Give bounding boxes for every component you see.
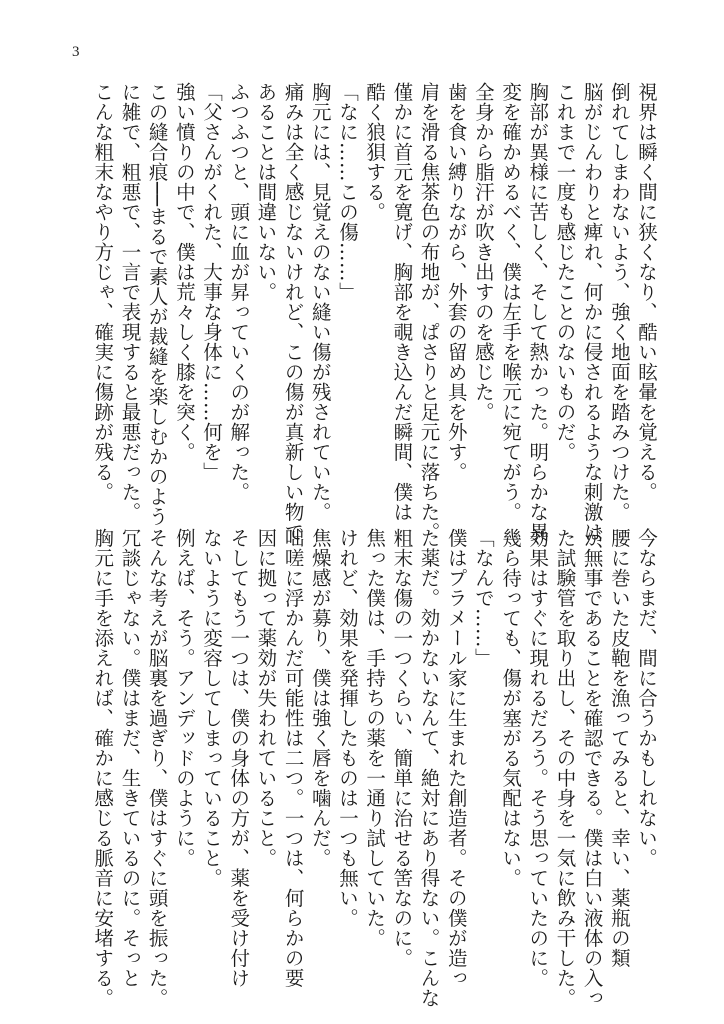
text-line: た試験管を取り出し、その中身を一気に飲み干した。 <box>553 528 577 1008</box>
text-line: 全身から脂汗が吹き出すのを感じた。 <box>471 82 495 422</box>
text-line: 変を確かめるべく、僕は左手を喉元に宛てがう。 <box>499 82 523 522</box>
text-line: 痛みは全く感じないけれど、この傷が真新しい物で <box>281 82 305 542</box>
text-line: 幾ら待っても、傷が塞がる気配はない。 <box>499 528 523 888</box>
text-line: 強い憤りの中で、僕は荒々しく膝を突く。 <box>172 82 196 462</box>
text-line: 倒れてしまわないよう、強く地面を踏みつけた。 <box>607 82 631 522</box>
text-line: 因に拠って薬効が失われていること。 <box>254 528 278 868</box>
text-line: 歯を食い縛りながら、外套の留め具を外す。 <box>444 82 468 482</box>
page-number: 3 <box>72 44 80 60</box>
text-line: 冗談じゃない。僕はまだ、生きているのに。そっと <box>118 528 142 988</box>
text-line: 脳がじんわりと痺れ、何かに侵されるような刺激は、 <box>580 82 604 562</box>
text-line: 胸部が異様に苦しく、そして熱かった。明らかな異 <box>526 82 550 542</box>
text-line: 僅かに首元を寛げ、胸部を覗き込んだ瞬間、僕は <box>390 82 414 522</box>
text-line: 僕はプラメール家に生まれた創造者。その僕が造っ <box>444 528 468 988</box>
text-line: 肩を滑る焦茶色の布地が、ぱさりと足元に落ちた。 <box>417 82 441 542</box>
text-line: けれど、効果を発揮したものは一つも無い。 <box>335 528 359 928</box>
text-line: ないように変容してしまっていること。 <box>200 528 223 888</box>
text-line: 「なんで……」 <box>471 528 495 668</box>
text-line: 粗末な傷の一つくらい、簡単に治せる筈なのに。 <box>390 528 414 968</box>
text-line: あることは間違いない。 <box>254 82 278 302</box>
text-line: 焦った僕は、手持ちの薬を一通り試していた。 <box>363 528 387 948</box>
text-line: 今ならまだ、間に合うかもしれない。 <box>635 528 658 868</box>
text-line: 腰に巻いた皮鞄を漁ってみると、幸い、薬瓶の類 <box>607 528 631 968</box>
text-line: この縫合痕──まるで素人が裁縫を楽しむかのよう <box>145 82 169 527</box>
text-line: ふつふつと、頭に血が昇っていくのが解った。 <box>227 82 251 502</box>
text-line: 胸元には、見覚えのない縫い傷が残されていた。 <box>308 82 332 522</box>
text-line: これまで一度も感じたことのないものだ。 <box>553 82 577 462</box>
text-line: に雑で、粗悪で、一言で表現すると最悪だった。 <box>118 82 142 522</box>
text-line: そんな考えが脳裏を過ぎり、僕はすぐに頭を振った。 <box>145 528 169 1008</box>
text-line: が無事であることを確認できる。僕は白い液体の入っ <box>580 528 604 1008</box>
upper-text-block <box>91 82 658 562</box>
text-line: そしてもう一つは、僕の身体の方が、薬を受け付け <box>227 528 251 988</box>
text-line: こんな粗末なやり方じゃ、確実に傷跡が残る。 <box>91 82 115 502</box>
text-line: た薬だ。効かないなんて、絶対にあり得ない。こんな <box>417 528 441 1008</box>
text-line: 胸元に手を添えれば、確かに感じる脈音に安堵する。 <box>91 528 115 1008</box>
text-line: 「父さんがくれた、大事な身体に……何を」 <box>200 82 223 482</box>
lower-text-block <box>91 528 658 1008</box>
text-line: 例えば、そう。アンデッドのように。 <box>172 528 196 868</box>
text-line: 酷く狼狽する。 <box>363 82 387 222</box>
text-line: 咄嗟に浮かんだ可能性は二つ。一つは、何らかの要 <box>281 528 305 988</box>
text-line: 焦燥感が募り、僕は強く唇を噛んだ。 <box>308 528 332 868</box>
text-line: 効果はすぐに現れるだろう。そう思っていたのに。 <box>526 528 550 988</box>
text-line: 視界は瞬く間に狭くなり、酷い眩暈を覚える。 <box>635 82 658 502</box>
text-line: 「なに……この傷……」 <box>335 82 359 302</box>
